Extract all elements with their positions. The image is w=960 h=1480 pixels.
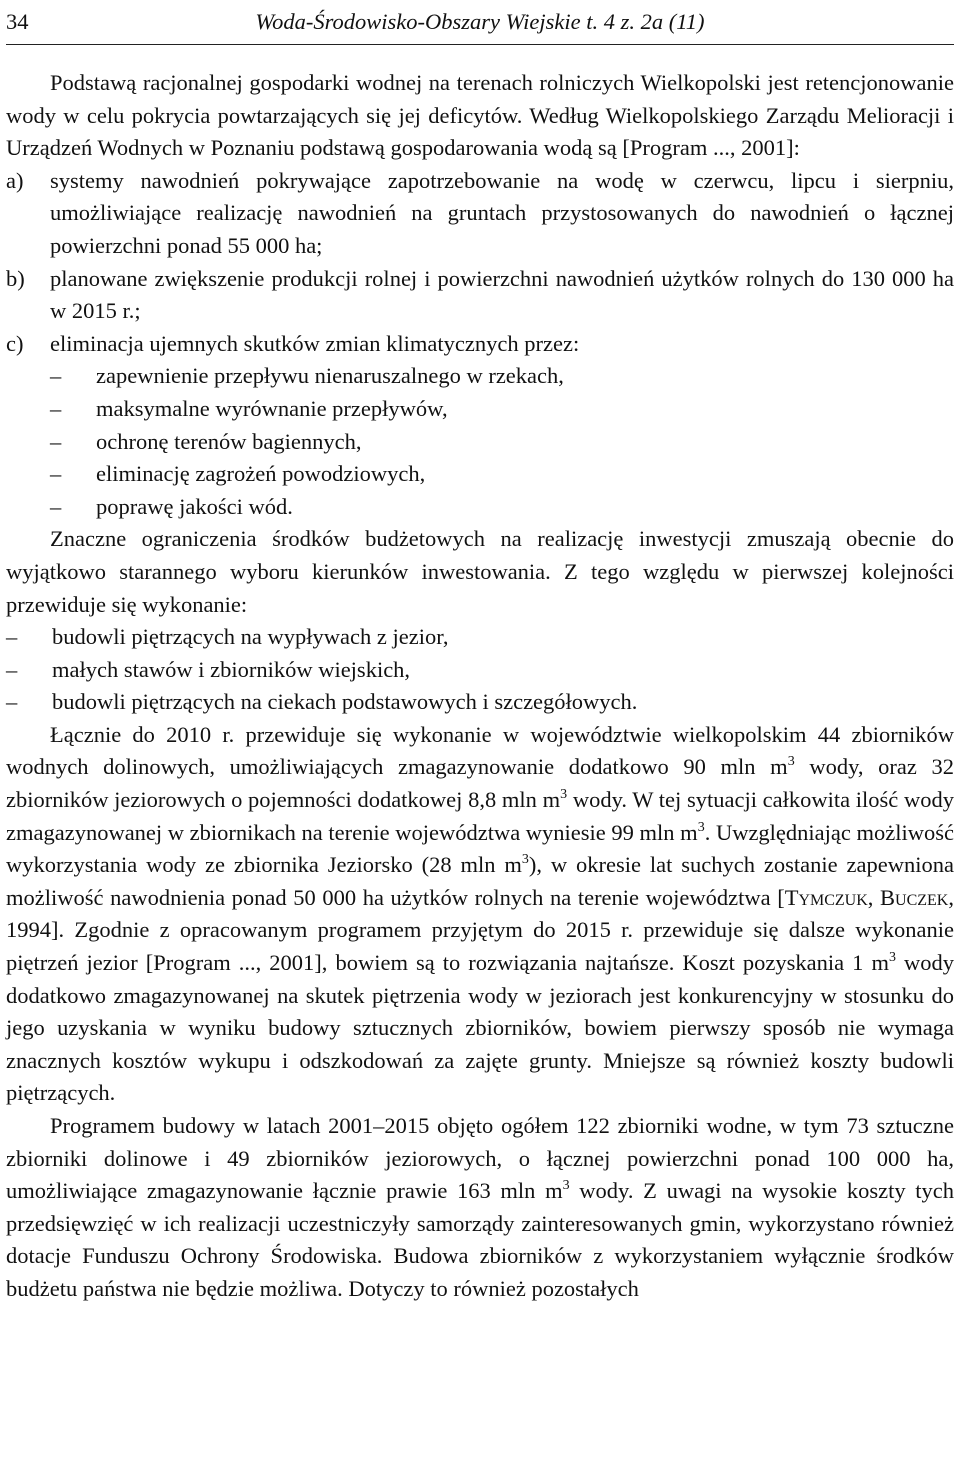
citation-author: Tymczuk xyxy=(784,884,868,910)
dash-marker: – xyxy=(50,395,62,421)
list-text: budowli piętrzących na wypływach z jezior, xyxy=(52,624,449,650)
paragraph-intro: Podstawą racjonalnej gospodarki wodnej na terenach rolniczych Wielkopolski jest retencjonowanie wody w celu pokrycia powtarzających się jej deficytów. Według Wielkopolskiego Zarządu Melioracji i Urządzeń Wodnych w Poznaniu podstawą gospodarowania wodą są [Program ..., 2001]: xyxy=(6,70,954,161)
sublist-item xyxy=(6,458,954,491)
sublist-item xyxy=(6,491,954,524)
dash-marker: – xyxy=(6,689,18,715)
sublist-text: maksymalne wyrównanie przepływów, xyxy=(96,395,448,421)
dash-marker: – xyxy=(50,461,62,487)
sublist-item xyxy=(6,393,954,426)
dash-marker: – xyxy=(50,363,62,389)
dash-marker: – xyxy=(6,656,18,682)
paragraph-program: Programem budowy w latach 2001–2015 objęto ogółem 122 zbiorniki wodne, w tym 73 sztuczne zbiorniki dolinowe i 49 zbiorników jeziorowych, o łącznej powierzchni ponad 100 000 ha, umożliwiające zmagazynowanie łącznie prawie 163 mln $m^3$ wody. Z uwagi na wysokie koszty tych przedsięwzięć w ich realizacji uczestniczyły samorządy zainteresowanych gmin, wykorzystano również dotacje Funduszu Ochrony Środowiska. Budowa zbiorników z wykorzystaniem wyłącznie środków budżetu państwa nie będzie możliwa. Dotyczy to również pozostałych xyxy=(6,1113,954,1301)
paragraph-reservoirs: Łącznie do 2010 r. przewiduje się wykonanie w województwie wielkopolskim 44 zbiorników wodnych dolinowych, umożliwiających zmagazynowanie dodatkowo 90 mln $m^3$ wody, oraz 32 zbiorników jeziorowych o pojemności dodatkowej 8,8 mln $m^3$ wody. W tej sytuacji całkowita ilość wody zmagazynowanej w zbiornikach na terenie województwa wyniesie 99 mln $m^3$. Uwzględniając możliwość wykorzystania wody ze zbiornika Jeziorsko (28 mln $m^3$), w okresie lat suchych zostanie zapewniona możliwość nawodnienia ponad 50 000 ha użytków rolnych na terenie województwa [Tymczuk, Buczek, 1994]. Zgodnie z opracowanym programem przyjętym do 2015 r. przewiduje się dalsze wykonanie piętrzeń jezior [Program ..., 2001], bowiem są to rozwiązania najtańsze. Koszt pozyskania 1 $m^3$ wody dodatkowo zmagazynowanej na skutek piętrzenia wody w jeziorach jest konkurencyjny w stosunku do jego uzyskania w wyniku budowy sztucznych zbiorników, bowiem pierwszy sposób nie wymaga znacznych kosztów wykupu i odszkodowań za zajęte grunty. Mniejsze są również koszty budowli piętrzących. xyxy=(6,721,954,1106)
sublist-text: ochronę terenów bagiennych, xyxy=(96,428,362,454)
list-text: planowane zwiększenie produkcji rolnej i powierzchni nawodnień użytków rolnych do 130 000 ha w 2015 r.; xyxy=(50,265,954,324)
paragraph-budget: Znaczne ograniczenia środków budżetowych na realizację inwestycji zmuszają obecnie do wyjątkowo starannego wyboru kierunków inwestowania. Z tego względu w pierwszej kolejności przewiduje się wykonanie: xyxy=(6,526,954,617)
list-item xyxy=(6,621,954,654)
list-item-b xyxy=(6,263,954,328)
sublist-text: eliminację zagrożeń powodziowych, xyxy=(96,461,426,487)
body-text xyxy=(6,67,954,1306)
list-text: małych stawów i zbiorników wiejskich, xyxy=(52,656,411,682)
sublist-text: poprawę jakości wód. xyxy=(96,493,293,519)
dash-marker: – xyxy=(50,428,62,454)
sublist-item xyxy=(6,426,954,459)
dash-marker: – xyxy=(6,624,18,650)
list-text: systemy nawodnień pokrywające zapotrzebowanie na wodę w czerwcu, lipcu i sierpniu, umożliwiające realizację nawodnień na gruntach przystosowanych do nawodnień o łącznej powierzchni ponad 55 000 ha; xyxy=(50,167,954,258)
list-item xyxy=(6,654,954,687)
list-item-a xyxy=(6,165,954,263)
sublist-item xyxy=(6,360,954,393)
running-header xyxy=(6,0,954,45)
list-label: a) xyxy=(6,167,24,193)
journal-title: Woda-Środowisko-Obszary Wiejskie t. 4 z. 2a (11) xyxy=(255,9,705,34)
list-label: c) xyxy=(6,330,24,356)
dash-marker: – xyxy=(50,493,62,519)
sublist-text: zapewnienie przepływu nienaruszalnego w rzekach, xyxy=(96,363,564,389)
list-item-c xyxy=(6,328,954,361)
list-text: budowli piętrzących na ciekach podstawowych i szczegółowych. xyxy=(52,689,638,715)
page-number: 34 xyxy=(6,9,29,34)
citation-author: Buczek xyxy=(880,884,949,910)
list-text: eliminacja ujemnych skutków zmian klimatycznych przez: xyxy=(50,330,580,356)
list-item xyxy=(6,686,954,719)
list-label: b) xyxy=(6,265,25,291)
